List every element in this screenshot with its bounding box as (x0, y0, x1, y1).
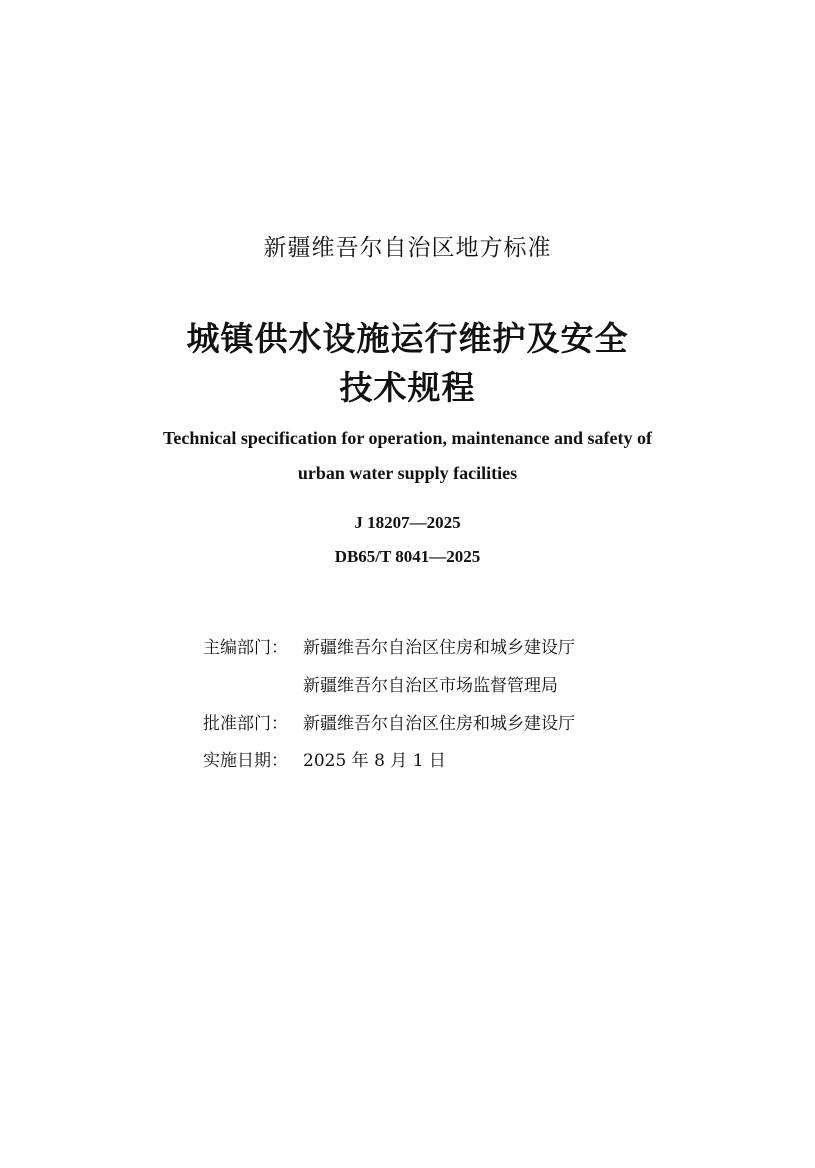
title-chinese-line-1: 城镇供水设施运行维护及安全 (186, 319, 629, 358)
editor-value-1: 新疆维吾尔自治区住房和城乡建设厅 (303, 638, 575, 658)
date-label: 实施日期： (203, 751, 288, 771)
approver-label: 批准部门： (203, 714, 288, 734)
issuer-heading: 新疆维吾尔自治区地方标准 (263, 235, 552, 261)
title-english-line-1: Technical specification for operation, maintenance and safety of (163, 428, 652, 448)
title-english-line-2: urban water supply facilities (297, 463, 518, 483)
date-row (203, 746, 446, 771)
standard-code-db: DB65/T 8041—2025 (334, 547, 481, 566)
editor-row-1 (203, 633, 575, 658)
editor-label: 主编部门： (203, 638, 288, 658)
editor-value-2: 新疆维吾尔自治区市场监督管理局 (303, 676, 558, 696)
approver-value: 新疆维吾尔自治区住房和城乡建设厅 (303, 714, 575, 734)
date-value: 2025 年 8 月 1 日 (303, 751, 446, 771)
approver-row (203, 709, 575, 734)
editor-row-2 (203, 671, 558, 696)
standard-code-j: J 18207—2025 (354, 513, 461, 532)
title-chinese-line-2: 技术规程 (339, 368, 476, 407)
